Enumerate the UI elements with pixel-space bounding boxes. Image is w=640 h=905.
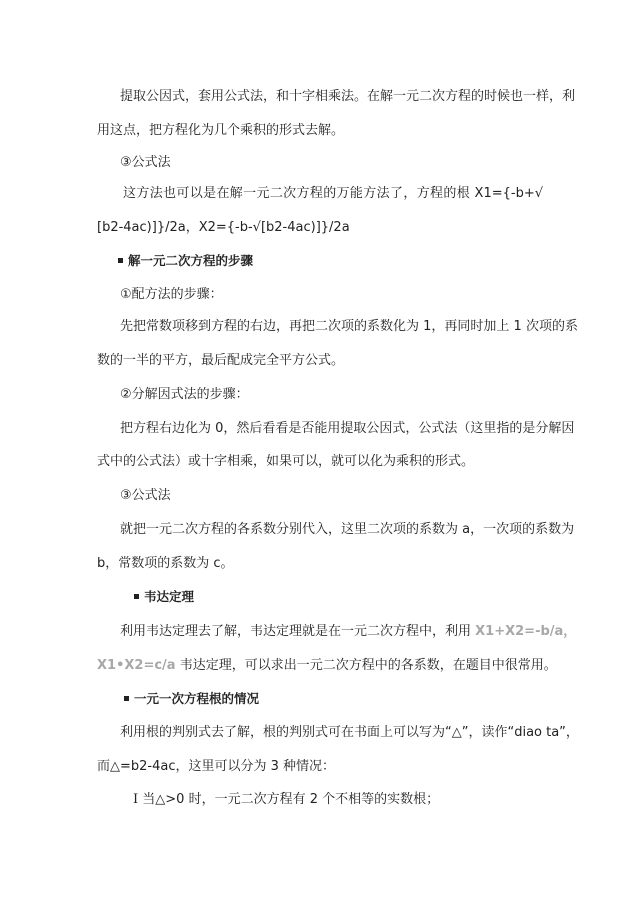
paragraph-line: 这方法也可以是在解一元二次方程的万能方法了，方程的根 X1={-b+√ <box>123 186 543 201</box>
paragraph-line: 就把一元二次方程的各系数分别代入，这里二次项的系数为 a，一次项的系数为 <box>120 522 575 537</box>
square-bullet-icon <box>118 258 123 263</box>
section-heading-vieta: 韦达定理 <box>134 588 194 606</box>
paragraph-line: 数的一半的平方，最后配成完全平方公式。 <box>97 353 345 368</box>
section-heading-roots: 一元一次方程根的情况 <box>124 690 259 708</box>
paragraph-line: 把方程右边化为 0，然后看看是否能用提取公因式，公式法（这里指的是分解因 <box>120 421 575 436</box>
subheading-completing-square: ①配方法的步骤： <box>120 287 223 302</box>
paragraph-line: 式中的公式法）或十字相乘，如果可以，就可以化为乘积的形式。 <box>97 454 475 469</box>
paragraph-line: 提取公因式，套用公式法，和十字相乘法。在解一元二次方程的时候也一样，利 <box>120 89 576 104</box>
subheading-factoring: ②分解因式法的步骤： <box>120 387 249 402</box>
paragraph-line: 利用韦达定理去了解，韦达定理就是在一元二次方程中，利用 X1+X2=-b/a， <box>120 624 577 639</box>
formula-highlight: X1+X2=-b/a， <box>475 624 577 639</box>
case-item: I 当△>0 时，一元二次方程有 2 个不相等的实数根； <box>133 792 440 807</box>
formula-highlight: X1•X2=c/a <box>97 658 176 673</box>
paragraph-line: b，常数项的系数为 c。 <box>97 556 234 571</box>
paragraph-line: 利用根的判别式去了解，根的判别式可在书面上可以写为“△”，读作“diao ta”， <box>120 725 579 740</box>
paragraph-line: 用这点，把方程化为几个乘积的形式去解。 <box>97 123 345 138</box>
subheading-formula-method: ③公式法 <box>120 155 171 170</box>
section-heading-steps: 解一元二次方程的步骤 <box>118 252 253 270</box>
square-bullet-icon <box>124 696 129 701</box>
paragraph-line: 而△=b2-4ac，这里可以分为 3 种情况： <box>97 759 336 774</box>
paragraph-line: X1•X2=c/a 韦达定理，可以求出一元二次方程中的各系数，在题目中很常用。 <box>97 658 557 673</box>
paragraph-line: [b2-4ac)]}/2a，X2={-b-√[b2-4ac)]}/2a <box>97 220 350 235</box>
paragraph-line: 先把常数项移到方程的右边，再把二次项的系数化为 1，再同时加上 1 次项的系 <box>120 319 578 334</box>
subheading-formula-method: ③公式法 <box>120 488 171 503</box>
square-bullet-icon <box>134 594 139 599</box>
roman-numeral: I <box>133 792 139 807</box>
